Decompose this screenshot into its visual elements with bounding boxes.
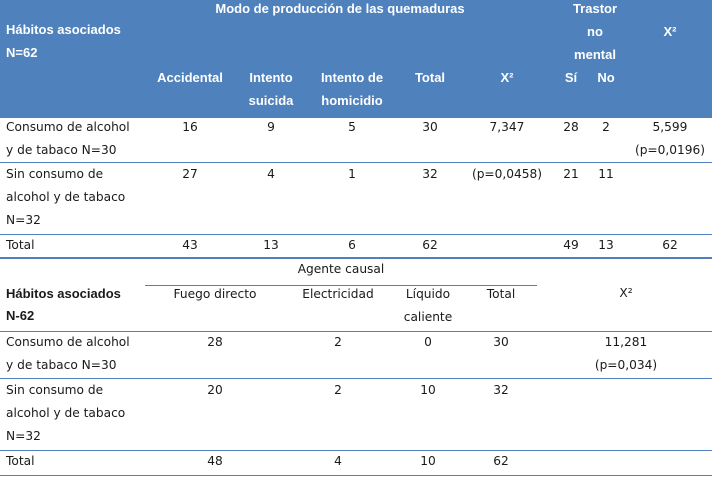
- cell-homicidio: 5: [348, 120, 356, 134]
- row-label-line2: alcohol y de tabaco: [6, 190, 126, 204]
- header-fuego-directo: Fuego directo: [173, 287, 257, 301]
- header-si: Sí: [564, 70, 578, 85]
- cell-no: 2: [602, 120, 610, 134]
- cell-no: 11: [598, 167, 614, 181]
- cell-fuego: 48: [207, 454, 223, 468]
- cell-si: 28: [563, 120, 579, 134]
- cell-suicida: 4: [267, 167, 275, 181]
- header-liquido-line2: caliente: [403, 310, 453, 324]
- header-total: Total: [486, 287, 516, 301]
- row-label: Total: [6, 238, 35, 252]
- cell-liquido: 10: [420, 383, 436, 397]
- cell-total: 62: [422, 238, 438, 252]
- cell-suicida: 13: [263, 238, 279, 252]
- cell-chi: 7,347: [489, 120, 525, 134]
- cell-total: 32: [422, 167, 438, 181]
- header-accidental: Accidental: [157, 70, 223, 85]
- cell-homicidio: 6: [348, 238, 356, 252]
- cell-si: 21: [563, 167, 579, 181]
- header-modo-produccion: Modo de producción de las quemaduras: [215, 1, 465, 16]
- header-trastorno-line2: no: [587, 24, 603, 39]
- cell-electricidad: 2: [334, 383, 342, 397]
- row-label-line3: N=32: [6, 213, 41, 227]
- header-intento-suicida-line1: Intento: [249, 70, 293, 85]
- cell-liquido: 0: [424, 335, 432, 349]
- cell-total: 62: [493, 454, 509, 468]
- header-habitos-line2: N=62: [6, 45, 38, 60]
- cell-fuego: 28: [207, 335, 223, 349]
- cell-total: 30: [422, 120, 438, 134]
- cell-total: 30: [493, 335, 509, 349]
- row-label-line1: Sin consumo de: [6, 167, 104, 181]
- cell-chi-line2: (p=0,034): [594, 358, 658, 372]
- cell-chi2-line1: 5,599: [652, 120, 688, 134]
- cell-no: 13: [598, 238, 614, 252]
- cell-liquido: 10: [420, 454, 436, 468]
- cell-chi2: 62: [662, 238, 678, 252]
- cell-accidental: 27: [182, 167, 198, 181]
- cell-electricidad: 4: [334, 454, 342, 468]
- cell-si: 49: [563, 238, 579, 252]
- cell-homicidio: 1: [348, 167, 356, 181]
- header-chi2: X²: [663, 24, 677, 39]
- row-label-line2: alcohol y de tabaco: [6, 406, 126, 420]
- header-liquido-line1: Líquido: [405, 287, 451, 301]
- header-chi: X²: [500, 70, 514, 85]
- cell-chi2-line2: (p=0,0196): [634, 143, 706, 157]
- table-bottom-border: [0, 475, 712, 476]
- row-label-line2: y de tabaco N=30: [6, 143, 117, 157]
- header-total: Total: [414, 70, 446, 85]
- cell-fuego: 20: [207, 383, 223, 397]
- cell-accidental: 43: [182, 238, 198, 252]
- header-chi: X²: [619, 286, 633, 300]
- row-label: Total: [6, 454, 35, 468]
- row-label-line3: N=32: [6, 429, 41, 443]
- row-label-line1: Consumo de alcohol: [6, 120, 130, 134]
- row-label-line2: y de tabaco N=30: [6, 358, 117, 372]
- header-habitos-line2: N-62: [6, 308, 35, 323]
- header-intento-homicidio-line1: Intento de: [320, 70, 384, 85]
- row-label-line1: Consumo de alcohol: [6, 335, 130, 349]
- cell-suicida: 9: [267, 120, 275, 134]
- header-trastorno-line3: mental: [574, 47, 616, 62]
- header-trastorno-line1: Trastor: [572, 1, 618, 16]
- cell-chi-line1: 11,281: [604, 335, 648, 349]
- cell-total: 32: [493, 383, 509, 397]
- cell-electricidad: 2: [334, 335, 342, 349]
- cell-chi: (p=0,0458): [471, 167, 543, 181]
- header-habitos-line1: Hábitos asociados: [6, 22, 121, 37]
- header-intento-suicida-line2: suicida: [248, 93, 294, 108]
- cell-accidental: 16: [182, 120, 198, 134]
- header-intento-homicidio-line2: homicidio: [321, 93, 383, 108]
- row-label-line1: Sin consumo de: [6, 383, 104, 397]
- header-habitos-line1: Hábitos asociados: [6, 286, 121, 301]
- header-agente-causal: Agente causal: [297, 262, 385, 276]
- header-no: No: [597, 70, 615, 85]
- header-electricidad: Electricidad: [302, 287, 374, 301]
